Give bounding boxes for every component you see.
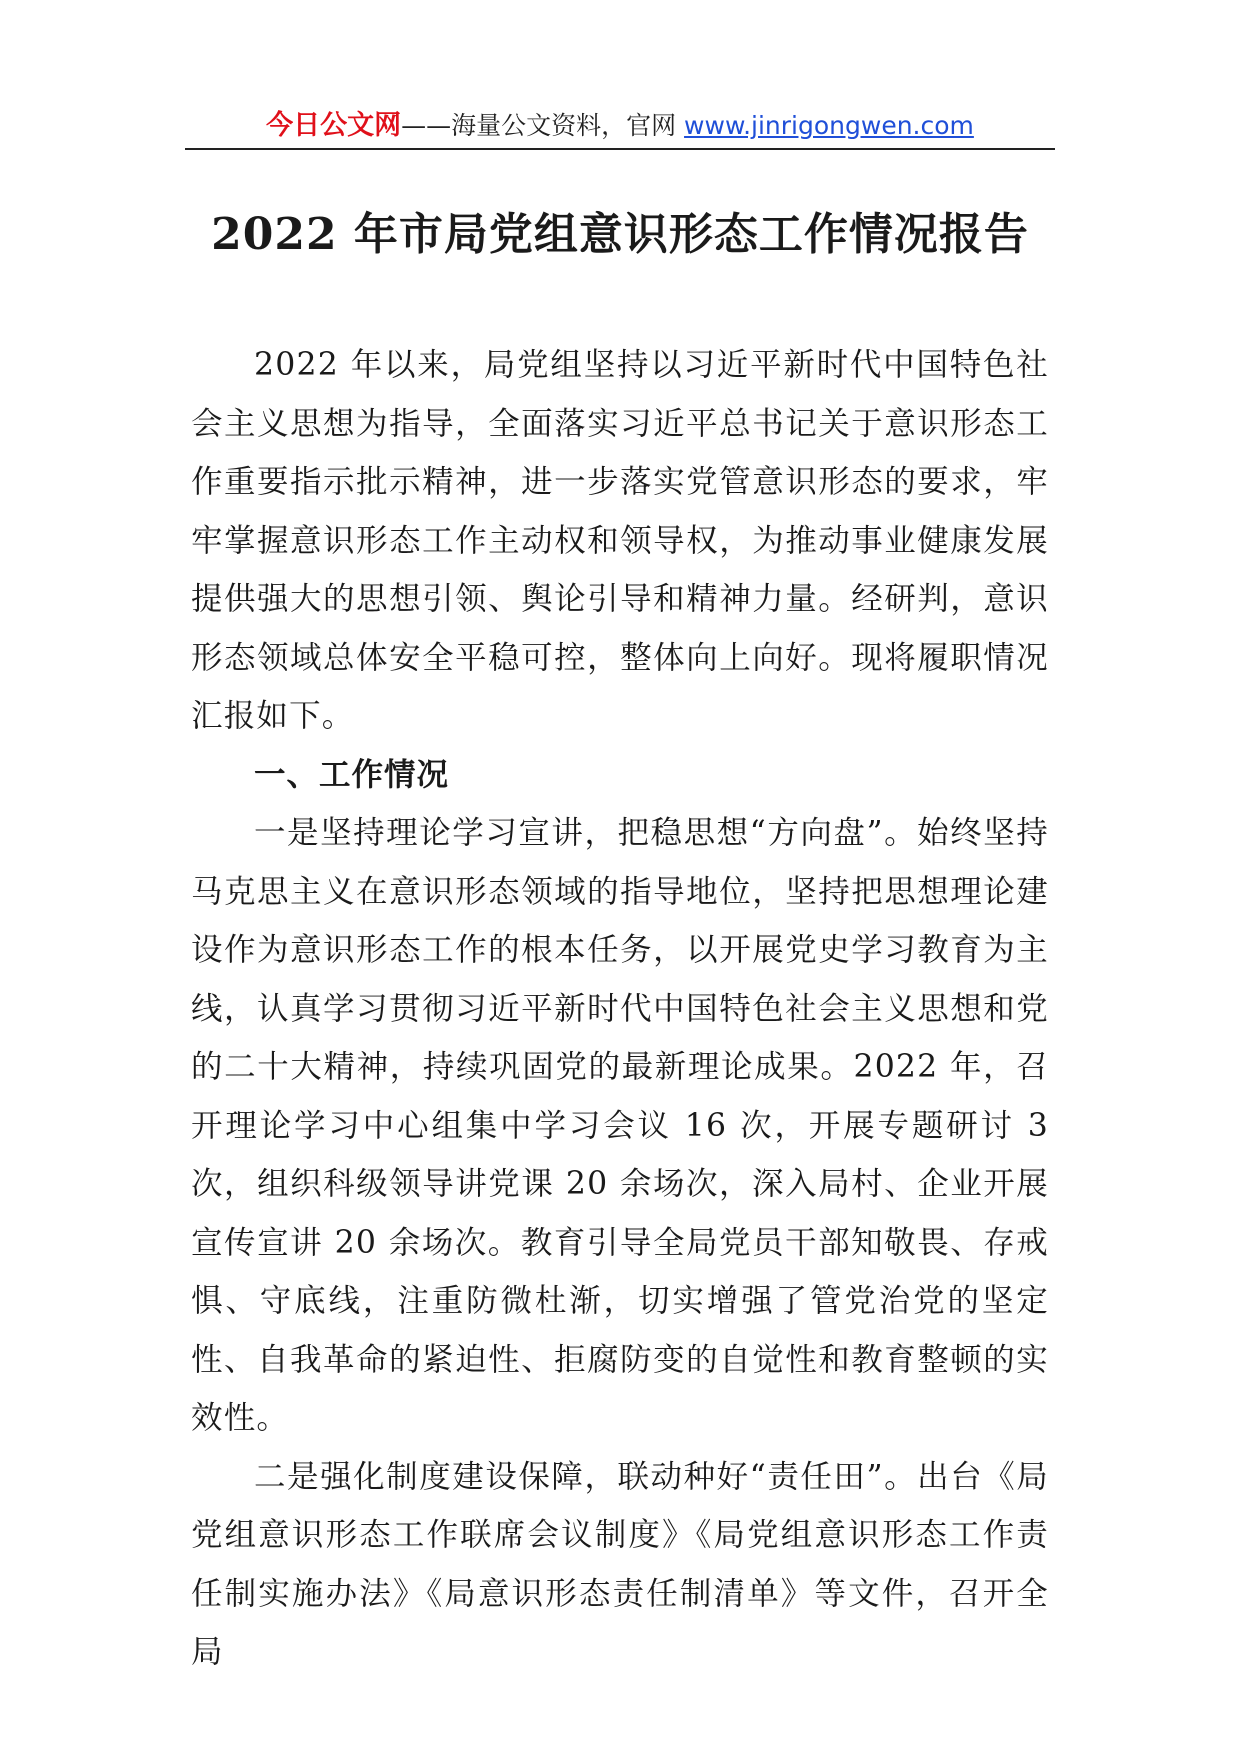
paragraph-1: 一是坚持理论学习宣讲，把稳思想“方向盘”。始终坚持马克思主义在意识形态领域的指导地位，坚持把思想理论建设作为意识形态工作的根本任务，以开展党史学习教育为主线，认真学习贯彻习近平新时代中国特色社会主义思想和党的二十大精神，持续巩固党的最新理论成果。2022 年，召开理论学习中心组集中学习会议 16 次，开展专题研讨 3 次，组织科级领导讲党课 20 余场次，深入局村、企业开展宣传宣讲 20 余场次。教育引导全局党员干部知敬畏、存戒惧、守底线，注重防微杜渐，切实增强了管党治党的坚定性、自我革命的紧迫性、拒腐防变的自觉性和教育整顿的实效性。 [191,815,1049,1436]
header-separator: —— [401,111,452,140]
document-header [185,104,1055,150]
section-heading: 一、工作情况 [254,756,450,793]
brand-name: 今日公文网 [266,110,402,141]
header-tagline: 海量公文资料，官网 [451,111,685,140]
paragraph-2: 二是强化制度建设保障，联动种好“责任田”。出台《局党组意识形态工作联席会议制度》《局党组意识形态工作责任制实施办法》《局意识形态责任制清单》等文件，召开全局 [191,1458,1049,1670]
intro-paragraph: 2022 年以来，局党组坚持以习近平新时代中国特色社会主义思想为指导，全面落实习近平总书记关于意识形态工作重要指示批示精神，进一步落实党管意识形态的要求，牢牢掌握意识形态工作主动权和领导权，为推动事业健康发展提供强大的思想引领、舆论引导和精神力量。经研判，意识形态领域总体安全平稳可控，整体向上向好。现将履职情况汇报如下。 [191,347,1049,734]
document-body [191,336,1049,1682]
website-link[interactable]: www.jinrigongwen.com [684,111,974,140]
document-title: 2022 年市局党组意识形态工作情况报告 [211,209,1029,260]
